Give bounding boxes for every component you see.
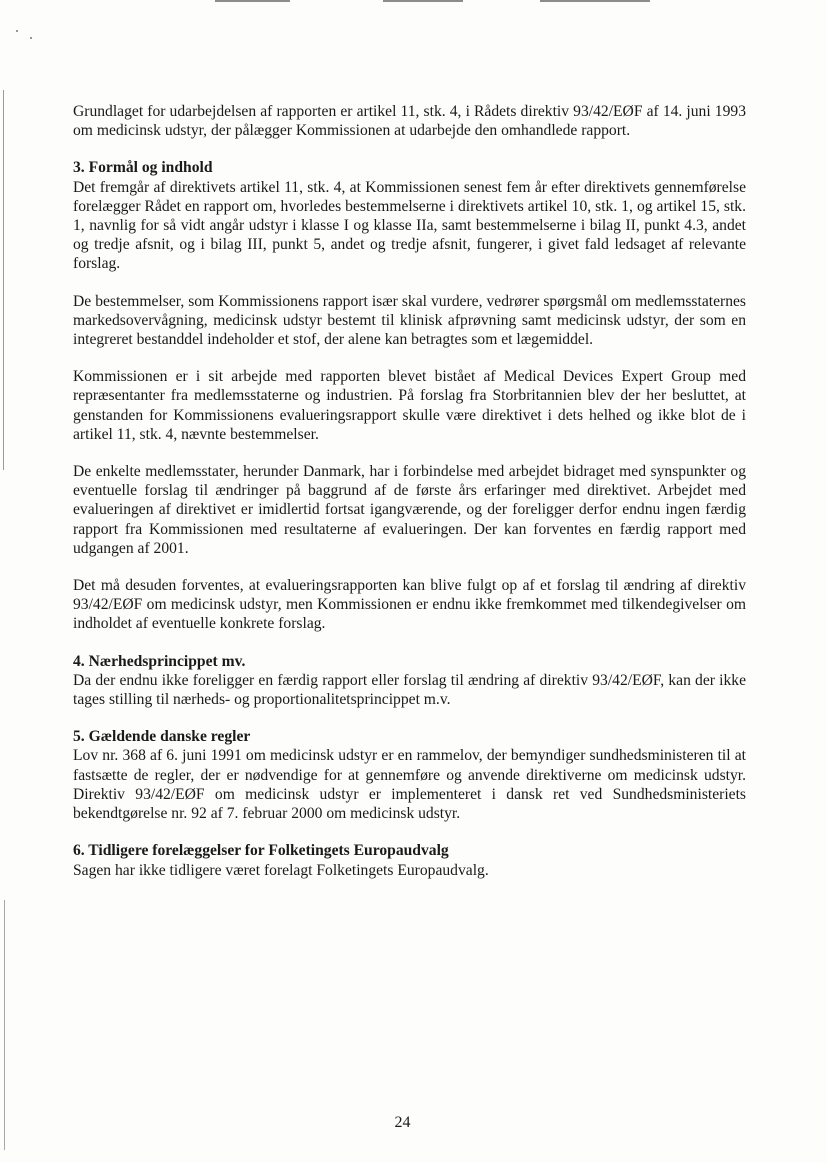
section-paragraph: De enkelte medlemsstater, herunder Danmark, har i forbindelse med arbejdet bidraget med synspunkter og eventuelle forslag til ændringer på baggrund af de første års erfaringer med direktivet. Arbejdet med evalueringen af direktivet er imidlertid fortsat igangværende, og der foreligger derfor endnu ingen færdig rapport fra Kommissionen med resultaterne af evalueringen. Der kan forventes en færdig rapport med udgangen af 2001.	[73, 463, 746, 557]
scan-artifact-top-line	[540, 0, 650, 2]
scan-artifact-top-line	[215, 0, 290, 2]
section-paragraph: Sagen har ikke tidligere været forelagt Folketingets Europaudvalg.	[73, 861, 489, 879]
section-paragraph: De bestemmelser, som Kommissionens rapport især skal vurdere, vedrører spørgsmål om medlemsstaternes markedsovervågning, medicinsk udstyr bestemt til klinisk afprøvning samt medicinsk udstyr, der som en integreret bestanddel indeholder et stof, der alene kan betragtes som et lægemiddel.	[73, 292, 746, 349]
section-paragraph: Lov nr. 368 af 6. juni 1991 om medicinsk udstyr er en rammelov, der bemyndiger sundhedsministeren til at fastsætte de regler, der er nødvendige for at gennemføre og anvende direktiverne om medicinsk udstyr. Direktiv 93/42/EØF om medicinsk udstyr er implementeret i dansk ret ved Sundhedsministeriets bekendtgørelse nr. 92 af 7. februar 2000 om medicinsk udstyr.	[73, 747, 746, 823]
section-formaal-og-indhold	[73, 158, 746, 633]
scan-speck	[16, 30, 18, 32]
section-gaeldende-danske-regler	[73, 727, 746, 823]
section-naerhedsprincippet	[73, 652, 746, 710]
intro-paragraph: Grundlaget for udarbejdelsen af rapporten er artikel 11, stk. 4, i Rådets direktiv 93/42/EØF af 14. juni 1993 om medicinsk udstyr, der pålægger Kommissionen at udarbejde den omhandlede rapport.	[73, 103, 746, 140]
section-heading: 4. Nærhedsprincippet mv.	[73, 652, 246, 670]
section-paragraph: Kommissionen er i sit arbejde med rapporten blevet bistået af Medical Devices Expert Group med repræsentanter fra medlemsstaterne og industrien. På forslag fra Storbritannien blev der her besluttet, at genstanden for Kommissionens evalueringsrapport skulle være direktivet i dets helhed og ikke blot de i artikel 11, stk. 4, nævnte bestemmelser.	[73, 368, 746, 443]
scan-artifact-top-line	[383, 0, 463, 2]
section-heading: 5. Gældende danske regler	[73, 728, 251, 746]
section-paragraph: Det må desuden forventes, at evalueringsrapporten kan blive fulgt op af et forslag til ændring af direktiv 93/42/EØF om medicinsk udstyr, men Kommissionen er endnu ikke fremkommet med tilkendegivelser om indholdet af eventuelle konkrete forslag.	[73, 577, 746, 633]
section-tidligere-forelaeggelser	[73, 841, 746, 879]
scan-edge	[3, 90, 4, 470]
scan-speck	[30, 37, 32, 39]
section-paragraph: Det fremgår af direktivets artikel 11, stk. 4, at Kommissionen senest fem år efter direktivets gennemførelse forelægger Rådet en rapport om, hvorledes bestemmelserne i direktivets artikel 10, stk. 1, og artikel 15, stk. 1, navnlig for så vidt angår udstyr i klasse I og klasse IIa, samt bestemmelserne i bilag II, punkt 4.3, andet og tredje afsnit, og i bilag III, punkt 5, andet og tredje afsnit, fungerer, i givet fald ledsaget af relevante forslag.	[73, 178, 746, 273]
section-heading: 6. Tidligere forelæggelser for Folketingets Europaudvalg	[73, 842, 449, 860]
page-number: 24	[394, 1114, 411, 1131]
section-heading: 3. Formål og indhold	[73, 159, 213, 177]
document-body	[73, 102, 746, 898]
section-paragraph: Da der endnu ikke foreligger en færdig rapport eller forslag til ændring af direktiv 93/42/EØF, kan der ikke tages stilling til nærheds- og proportionalitetsprincippet m.v.	[73, 671, 746, 709]
